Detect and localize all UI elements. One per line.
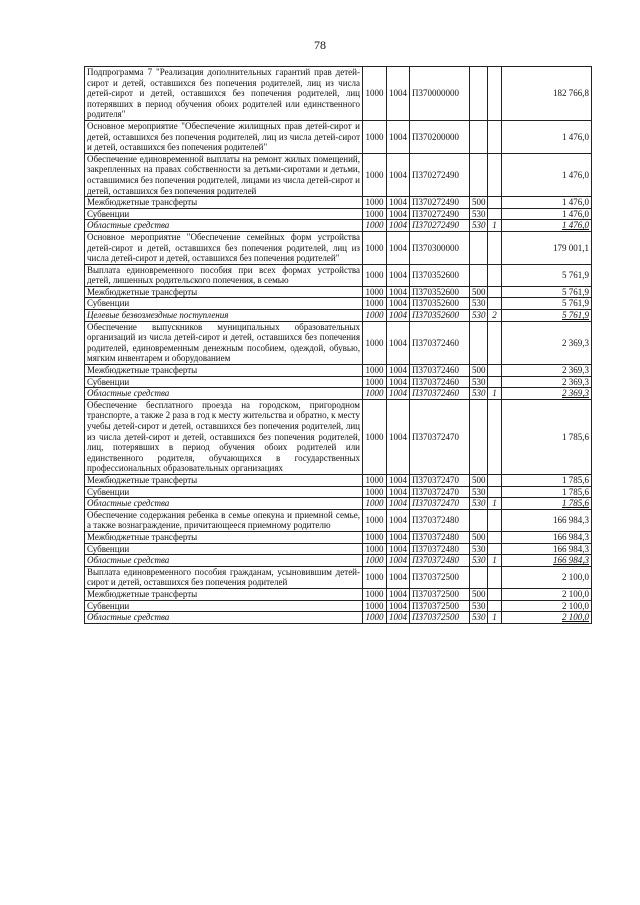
source-code-cell xyxy=(488,208,502,220)
source-code-cell: 1 xyxy=(488,388,502,400)
amount-cell xyxy=(502,376,592,388)
amount-value: 5 761,9 xyxy=(562,269,589,280)
row-name-cell: Субвенции xyxy=(85,376,363,388)
target-article-code-cell: П370352600 xyxy=(410,264,470,286)
amount-cell xyxy=(502,220,592,232)
row-name-cell: Подпрограмма 7 "Реализация дополнительных гарантий прав детей-сирот и детей, оставшихся без попечения родителей, лиц из числа детей-сирот и детей, оставшихся без попечения родителей, лиц потерявших в период обучения обоих родителей или единственного родителя" xyxy=(85,67,363,121)
target-article-code-cell: П370372480 xyxy=(410,543,470,555)
row-name-cell: Основное мероприятие "Обеспечение семейных форм устройства детей-сирот и детей, оставшихся без попечения родителей, лиц из числа детей-сирот и детей, оставшихся без попечения родителей" xyxy=(85,231,363,264)
source-code-cell xyxy=(488,298,502,310)
target-article-code-cell: П370352600 xyxy=(410,310,470,322)
target-article-code-cell: П370352600 xyxy=(410,286,470,298)
expense-type-code-cell: 500 xyxy=(470,474,488,486)
subsection-code-cell: 1004 xyxy=(387,588,410,600)
table-row xyxy=(85,220,592,232)
section-code-cell: 1000 xyxy=(363,298,387,310)
section-code-cell: 1000 xyxy=(363,509,387,531)
expense-type-code-cell: 500 xyxy=(470,286,488,298)
amount-value: 2 100,0 xyxy=(562,588,589,599)
expense-type-code-cell: 530 xyxy=(470,498,488,510)
subsection-code-cell: 1004 xyxy=(387,486,410,498)
source-code-cell xyxy=(488,486,502,498)
expense-type-code-cell: 530 xyxy=(470,220,488,232)
amount-value: 5 761,9 xyxy=(562,286,589,297)
section-code-cell: 1000 xyxy=(363,208,387,220)
amount-value: 2 100,0 xyxy=(562,612,589,623)
target-article-code-cell: П370372480 xyxy=(410,555,470,567)
expense-type-code-cell: 530 xyxy=(470,376,488,388)
source-code-cell xyxy=(488,286,502,298)
amount-value: 179 001,1 xyxy=(553,242,589,253)
subsection-code-cell: 1004 xyxy=(387,321,410,364)
table-row xyxy=(85,231,592,264)
subsection-code-cell: 1004 xyxy=(387,264,410,286)
amount-cell xyxy=(502,298,592,310)
section-code-cell: 1000 xyxy=(363,612,387,624)
amount-cell xyxy=(502,555,592,567)
section-code-cell: 1000 xyxy=(363,321,387,364)
row-name-cell: Выплата единовременного пособия при всех формах устройства детей, лишенных родительского попечения, в семью xyxy=(85,264,363,286)
row-name-cell: Обеспечение единовременной выплаты на ремонт жилых помещений, закрепленных на правах собственности за детьми-сиротами и детьми, оставшимися без попечения родителей, лицами из числа детей-сирот и детей, оставшихся без попечения родителей xyxy=(85,153,363,196)
target-article-code-cell: П370272490 xyxy=(410,208,470,220)
source-code-cell: 2 xyxy=(488,310,502,322)
expense-type-code-cell xyxy=(470,509,488,531)
section-code-cell: 1000 xyxy=(363,153,387,196)
target-article-code-cell: П370372470 xyxy=(410,399,470,474)
subsection-code-cell: 1004 xyxy=(387,509,410,531)
target-article-code-cell: П370272490 xyxy=(410,220,470,232)
row-name-cell: Обеспечение содержания ребенка в семье опекуна и приемной семье, а также вознаграждение, причитающееся приемному родителю xyxy=(85,509,363,531)
expense-type-code-cell xyxy=(470,67,488,121)
amount-cell xyxy=(502,321,592,364)
expense-type-code-cell xyxy=(470,264,488,286)
target-article-code-cell: П370200000 xyxy=(410,120,470,153)
source-code-cell: 1 xyxy=(488,612,502,624)
subsection-code-cell: 1004 xyxy=(387,498,410,510)
row-name-cell: Основное мероприятие "Обеспечение жилищных прав детей-сирот и детей, оставшихся без попечения родителей, лиц из числа детей-сирот и детей, оставшихся без попечения родителей" xyxy=(85,120,363,153)
section-code-cell: 1000 xyxy=(363,486,387,498)
row-name-cell: Субвенции xyxy=(85,486,363,498)
source-code-cell xyxy=(488,365,502,377)
table-row xyxy=(85,264,592,286)
expense-type-code-cell xyxy=(470,566,488,588)
subsection-code-cell: 1004 xyxy=(387,197,410,209)
target-article-code-cell: П370372460 xyxy=(410,321,470,364)
subsection-code-cell: 1004 xyxy=(387,365,410,377)
subsection-code-cell: 1004 xyxy=(387,543,410,555)
section-code-cell: 1000 xyxy=(363,220,387,232)
subsection-code-cell: 1004 xyxy=(387,120,410,153)
row-name-cell: Межбюджетные трансферты xyxy=(85,588,363,600)
subsection-code-cell: 1004 xyxy=(387,555,410,567)
amount-value: 1 476,0 xyxy=(562,197,589,208)
amount-cell xyxy=(502,531,592,543)
target-article-code-cell: П370372470 xyxy=(410,498,470,510)
amount-value: 1 476,0 xyxy=(562,169,589,180)
row-name-cell: Субвенции xyxy=(85,543,363,555)
source-code-cell xyxy=(488,531,502,543)
source-code-cell xyxy=(488,474,502,486)
target-article-code-cell: П370372500 xyxy=(410,612,470,624)
amount-value: 1 785,6 xyxy=(562,431,589,442)
target-article-code-cell: П370372460 xyxy=(410,365,470,377)
target-article-code-cell: П370372500 xyxy=(410,588,470,600)
row-name-cell: Субвенции xyxy=(85,298,363,310)
amount-cell xyxy=(502,474,592,486)
amount-value: 166 984,3 xyxy=(553,555,589,566)
target-article-code-cell: П370000000 xyxy=(410,67,470,121)
source-code-cell xyxy=(488,600,502,612)
row-name-cell: Межбюджетные трансферты xyxy=(85,197,363,209)
table-row xyxy=(85,67,592,121)
subsection-code-cell: 1004 xyxy=(387,388,410,400)
row-name-cell: Областные средства xyxy=(85,555,363,567)
row-name-cell: Областные средства xyxy=(85,498,363,510)
amount-value: 2 369,3 xyxy=(562,376,589,387)
amount-value: 2 369,3 xyxy=(562,388,589,399)
amount-value: 2 369,3 xyxy=(562,337,589,348)
expense-type-code-cell xyxy=(470,231,488,264)
target-article-code-cell: П370300000 xyxy=(410,231,470,264)
section-code-cell: 1000 xyxy=(363,474,387,486)
table-row xyxy=(85,486,592,498)
subsection-code-cell: 1004 xyxy=(387,376,410,388)
expense-type-code-cell: 500 xyxy=(470,197,488,209)
target-article-code-cell: П370372460 xyxy=(410,388,470,400)
table-row xyxy=(85,286,592,298)
source-code-cell xyxy=(488,67,502,121)
amount-value: 1 476,0 xyxy=(562,220,589,231)
amount-cell xyxy=(502,310,592,322)
amount-cell xyxy=(502,67,592,121)
row-name-cell: Субвенции xyxy=(85,208,363,220)
subsection-code-cell: 1004 xyxy=(387,231,410,264)
expense-type-code-cell: 500 xyxy=(470,365,488,377)
table-row xyxy=(85,298,592,310)
expense-type-code-cell xyxy=(470,321,488,364)
table-row xyxy=(85,120,592,153)
table-row xyxy=(85,531,592,543)
amount-cell xyxy=(502,208,592,220)
table-row xyxy=(85,566,592,588)
amount-value: 1 476,0 xyxy=(562,131,589,142)
amount-value: 166 984,3 xyxy=(553,515,589,526)
subsection-code-cell: 1004 xyxy=(387,399,410,474)
expense-type-code-cell: 530 xyxy=(470,208,488,220)
subsection-code-cell: 1004 xyxy=(387,474,410,486)
amount-value: 5 761,9 xyxy=(562,310,589,321)
amount-cell xyxy=(502,612,592,624)
table-row xyxy=(85,321,592,364)
expense-type-code-cell xyxy=(470,120,488,153)
budget-table-body xyxy=(85,67,592,624)
subsection-code-cell: 1004 xyxy=(387,220,410,232)
amount-cell xyxy=(502,153,592,196)
page-number: 78 xyxy=(314,38,326,52)
target-article-code-cell: П370372480 xyxy=(410,531,470,543)
table-row xyxy=(85,612,592,624)
section-code-cell: 1000 xyxy=(363,231,387,264)
amount-cell xyxy=(502,566,592,588)
source-code-cell: 1 xyxy=(488,220,502,232)
source-code-cell xyxy=(488,264,502,286)
amount-value: 1 785,6 xyxy=(562,474,589,485)
section-code-cell: 1000 xyxy=(363,120,387,153)
row-name-cell: Областные средства xyxy=(85,220,363,232)
source-code-cell xyxy=(488,376,502,388)
row-name-cell: Областные средства xyxy=(85,612,363,624)
section-code-cell: 1000 xyxy=(363,399,387,474)
row-name-cell: Выплата единовременного пособия гражданам, усыновившим детей-сирот и детей, оставшихся без попечения родителей xyxy=(85,566,363,588)
source-code-cell xyxy=(488,566,502,588)
row-name-cell: Субвенции xyxy=(85,600,363,612)
section-code-cell: 1000 xyxy=(363,498,387,510)
subsection-code-cell: 1004 xyxy=(387,531,410,543)
expense-type-code-cell xyxy=(470,399,488,474)
subsection-code-cell: 1004 xyxy=(387,566,410,588)
amount-cell xyxy=(502,365,592,377)
table-row xyxy=(85,365,592,377)
section-code-cell: 1000 xyxy=(363,310,387,322)
subsection-code-cell: 1004 xyxy=(387,310,410,322)
section-code-cell: 1000 xyxy=(363,388,387,400)
amount-value: 166 984,3 xyxy=(553,543,589,554)
amount-value: 2 369,3 xyxy=(562,365,589,376)
target-article-code-cell: П370372460 xyxy=(410,376,470,388)
target-article-code-cell: П370272490 xyxy=(410,153,470,196)
target-article-code-cell: П370352600 xyxy=(410,298,470,310)
expense-type-code-cell: 530 xyxy=(470,298,488,310)
amount-cell xyxy=(502,197,592,209)
subsection-code-cell: 1004 xyxy=(387,286,410,298)
expense-type-code-cell: 500 xyxy=(470,588,488,600)
subsection-code-cell: 1004 xyxy=(387,600,410,612)
source-code-cell xyxy=(488,197,502,209)
source-code-cell: 1 xyxy=(488,555,502,567)
row-name-cell: Межбюджетные трансферты xyxy=(85,474,363,486)
section-code-cell: 1000 xyxy=(363,543,387,555)
row-name-cell: Межбюджетные трансферты xyxy=(85,365,363,377)
source-code-cell xyxy=(488,231,502,264)
target-article-code-cell: П370372500 xyxy=(410,566,470,588)
amount-value: 1 476,0 xyxy=(562,208,589,219)
expense-type-code-cell: 500 xyxy=(470,531,488,543)
amount-cell xyxy=(502,543,592,555)
section-code-cell: 1000 xyxy=(363,67,387,121)
section-code-cell: 1000 xyxy=(363,600,387,612)
subsection-code-cell: 1004 xyxy=(387,208,410,220)
amount-cell xyxy=(502,486,592,498)
source-code-cell xyxy=(488,153,502,196)
amount-cell xyxy=(502,264,592,286)
target-article-code-cell: П370372500 xyxy=(410,600,470,612)
section-code-cell: 1000 xyxy=(363,555,387,567)
table-row xyxy=(85,208,592,220)
subsection-code-cell: 1004 xyxy=(387,153,410,196)
table-row xyxy=(85,474,592,486)
source-code-cell xyxy=(488,321,502,364)
row-name-cell: Обеспечение выпускников муниципальных образовательных организаций из числа детей-сирот и детей, оставшихся без попечения родителей, единовременным денежным пособием, одеждой, обувью, мягким инвентарем и оборудованием xyxy=(85,321,363,364)
section-code-cell: 1000 xyxy=(363,286,387,298)
expense-type-code-cell: 530 xyxy=(470,612,488,624)
source-code-cell: 1 xyxy=(488,498,502,510)
expense-type-code-cell xyxy=(470,153,488,196)
budget-table xyxy=(84,66,592,624)
amount-value: 2 100,0 xyxy=(562,600,589,611)
amount-cell xyxy=(502,498,592,510)
amount-value: 2 100,0 xyxy=(562,572,589,583)
section-code-cell: 1000 xyxy=(363,531,387,543)
subsection-code-cell: 1004 xyxy=(387,67,410,121)
table-row xyxy=(85,509,592,531)
expense-type-code-cell: 530 xyxy=(470,310,488,322)
table-row xyxy=(85,543,592,555)
table-row xyxy=(85,588,592,600)
table-row xyxy=(85,197,592,209)
amount-cell xyxy=(502,399,592,474)
section-code-cell: 1000 xyxy=(363,588,387,600)
row-name-cell: Областные средства xyxy=(85,388,363,400)
amount-cell xyxy=(502,588,592,600)
target-article-code-cell: П370372480 xyxy=(410,509,470,531)
amount-value: 1 785,6 xyxy=(562,498,589,509)
amount-cell xyxy=(502,388,592,400)
amount-value: 1 785,6 xyxy=(562,486,589,497)
amount-cell xyxy=(502,600,592,612)
section-code-cell: 1000 xyxy=(363,566,387,588)
amount-value: 182 766,8 xyxy=(553,88,589,99)
source-code-cell xyxy=(488,120,502,153)
amount-cell xyxy=(502,509,592,531)
subsection-code-cell: 1004 xyxy=(387,298,410,310)
table-row xyxy=(85,555,592,567)
row-name-cell: Межбюджетные трансферты xyxy=(85,286,363,298)
table-row xyxy=(85,310,592,322)
row-name-cell: Межбюджетные трансферты xyxy=(85,531,363,543)
target-article-code-cell: П370372470 xyxy=(410,474,470,486)
section-code-cell: 1000 xyxy=(363,264,387,286)
section-code-cell: 1000 xyxy=(363,365,387,377)
expense-type-code-cell: 530 xyxy=(470,388,488,400)
table-row xyxy=(85,153,592,196)
table-row xyxy=(85,498,592,510)
section-code-cell: 1000 xyxy=(363,197,387,209)
source-code-cell xyxy=(488,509,502,531)
table-row xyxy=(85,388,592,400)
source-code-cell xyxy=(488,399,502,474)
target-article-code-cell: П370372470 xyxy=(410,486,470,498)
section-code-cell: 1000 xyxy=(363,376,387,388)
expense-type-code-cell: 530 xyxy=(470,486,488,498)
amount-value: 166 984,3 xyxy=(553,531,589,542)
expense-type-code-cell: 530 xyxy=(470,555,488,567)
expense-type-code-cell: 530 xyxy=(470,543,488,555)
target-article-code-cell: П370272490 xyxy=(410,197,470,209)
subsection-code-cell: 1004 xyxy=(387,612,410,624)
amount-value: 5 761,9 xyxy=(562,298,589,309)
table-row xyxy=(85,399,592,474)
amount-cell xyxy=(502,286,592,298)
table-row xyxy=(85,600,592,612)
table-row xyxy=(85,376,592,388)
expense-type-code-cell: 530 xyxy=(470,600,488,612)
row-name-cell: Обеспечение бесплатного проезда на городском, пригородном транспорте, а также 2 раза в год к месту жительства и обратно, к месту учебы детей-сирот и детей, оставшихся без попечения родителей, лиц из числа детей-сирот и детей, оставшихся без попечения родителей, лиц, потерявших в период обучения обоих родителей или единственного родителя, обучающихся в государственных профессиональных образовательных организациях xyxy=(85,399,363,474)
source-code-cell xyxy=(488,543,502,555)
amount-cell xyxy=(502,120,592,153)
amount-cell xyxy=(502,231,592,264)
row-name-cell: Целевые безвозмездные поступления xyxy=(85,310,363,322)
source-code-cell xyxy=(488,588,502,600)
